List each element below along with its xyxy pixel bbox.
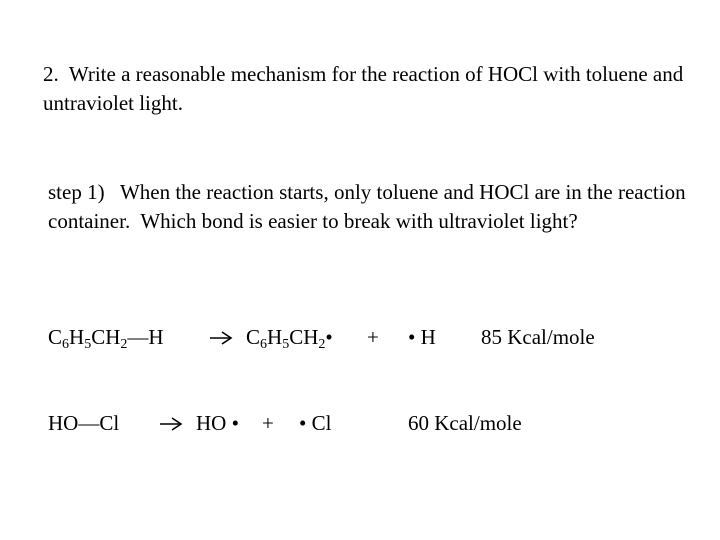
reaction-2-plus: + [262, 411, 274, 435]
reaction-2-radical: • Cl [299, 411, 332, 435]
reaction-1-reactant: $C_6H_5CH_2—H$ [48, 325, 164, 352]
question-text: 2. Write a reasonable mechanism for the reaction of HOCl with toluene and untraviolet light. [43, 62, 689, 115]
step-1-text: step 1) When the reaction starts, only toluene and HOCl are in the reaction container. Which bond is easier to break with ultraviolet light? [48, 180, 691, 233]
reaction-1-product: $C_6H_5CH_2•$ [246, 325, 333, 352]
reaction-2-product: HO • [196, 411, 239, 435]
right-arrow-icon [158, 409, 184, 437]
right-arrow-icon [208, 323, 234, 351]
reaction-1-energy: 85 Kcal/mole [481, 325, 595, 349]
reaction-2-energy: 60 Kcal/mole [408, 411, 522, 435]
reaction-2-reactant: HO—Cl [48, 411, 120, 435]
reaction-1-radical: • H [408, 325, 436, 349]
reaction-1-plus: + [367, 325, 379, 349]
